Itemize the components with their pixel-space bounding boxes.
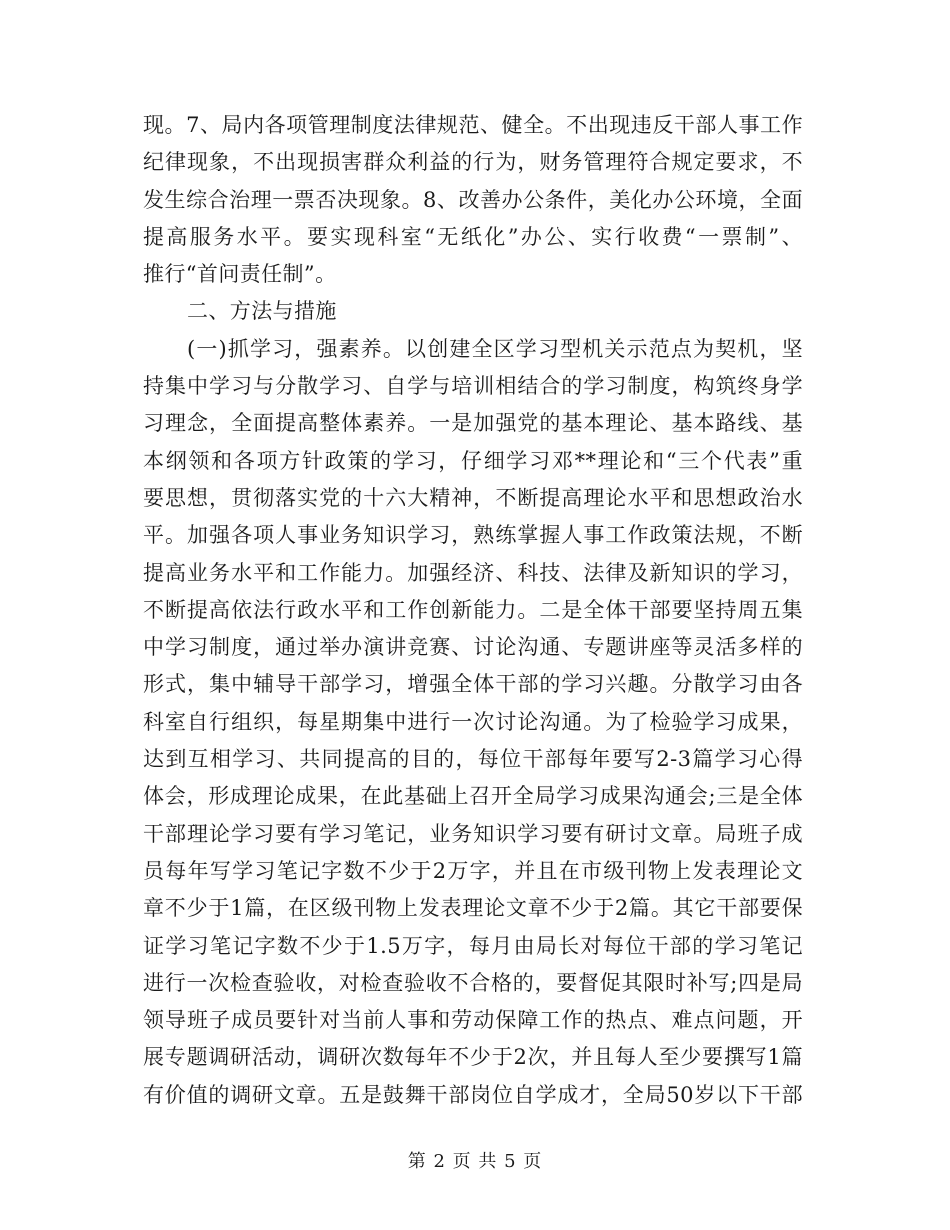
text-line: 提高服务水平。要实现科室“无纸化”办公、实行收费“一票制”、 <box>143 224 803 249</box>
text-line: 中学习制度，通过举办演讲竞赛、讨论沟通、专题讲座等灵活多样的 <box>143 635 803 660</box>
text-line: 展专题调研活动，调研次数每年不少于2次，并且每人至少要撰写1篇 <box>143 1045 803 1070</box>
text-line: 形式，集中辅导干部学习，增强全体干部的学习兴趣。分散学习由各 <box>143 672 803 697</box>
text-line: 干部理论学习要有学习笔记，业务知识学习要有研讨文章。局班子成 <box>143 821 803 846</box>
text-line: 持集中学习与分散学习、自学与培训相结合的学习制度，构筑终身学 <box>143 374 803 399</box>
text-line: 不断提高依法行政水平和工作创新能力。二是全体干部要坚持周五集 <box>143 597 803 622</box>
text-line: 进行一次检查验收，对检查验收不合格的，要督促其限时补写;四是局 <box>143 970 803 995</box>
text-line: 现。7、局内各项管理制度法律规范、健全。不出现违反干部人事工作 <box>143 113 803 137</box>
text-line: 纪律现象，不出现损害群众利益的行为，财务管理符合规定要求，不 <box>143 150 803 175</box>
text-line: 体会，形成理论成果，在此基础上召开全局学习成果沟通会;三是全体 <box>143 784 803 809</box>
text-line: 要思想，贯彻落实党的十六大精神，不断提高理论水平和思想政治水 <box>143 485 803 510</box>
text-line: 科室自行组织，每星期集中进行一次讨论沟通。为了检验学习成果， <box>143 709 803 734</box>
section-heading: 二、方法与措施 <box>187 299 337 324</box>
text-line: 推行“首问责任制”。 <box>143 262 337 287</box>
text-line: 提高业务水平和工作能力。加强经济、科技、法律及新知识的学习， <box>143 560 803 585</box>
text-line: 有价值的调研文章。五是鼓舞干部岗位自学成才，全局50岁以下干部 <box>143 1082 803 1107</box>
text-line: 平。加强各项人事业务知识学习，熟练掌握人事工作政策法规，不断 <box>143 523 803 548</box>
text-line: 发生综合治理一票否决现象。8、改善办公条件，美化办公环境，全面 <box>143 187 803 212</box>
text-line: 章不少于1篇，在区级刊物上发表理论文章不少于2篇。其它干部要保 <box>143 896 803 921</box>
text-line: 证学习笔记字数不少于1.5万字，每月由局长对每位干部的学习笔记 <box>143 933 803 958</box>
text-line: 本纲领和各项方针政策的学习，仔细学习邓**理论和“三个代表”重 <box>143 448 803 473</box>
body-text <box>143 107 803 1114</box>
text-line: 达到互相学习、共同提高的目的，每位干部每年要写2-3篇学习心得 <box>143 747 803 772</box>
text-line: 员每年写学习笔记字数不少于2万字，并且在市级刊物上发表理论文 <box>143 858 803 883</box>
page-number-footer: 第 2 页 共 5 页 <box>407 1151 543 1172</box>
text-line: 习理念，全面提高整体素养。一是加强党的基本理论、基本路线、基 <box>143 411 803 436</box>
text-line: (一)抓学习，强素养。以创建全区学习型机关示范点为契机，坚 <box>187 336 803 361</box>
text-line: 领导班子成员要针对当前人事和劳动保障工作的热点、难点问题，开 <box>143 1008 803 1033</box>
